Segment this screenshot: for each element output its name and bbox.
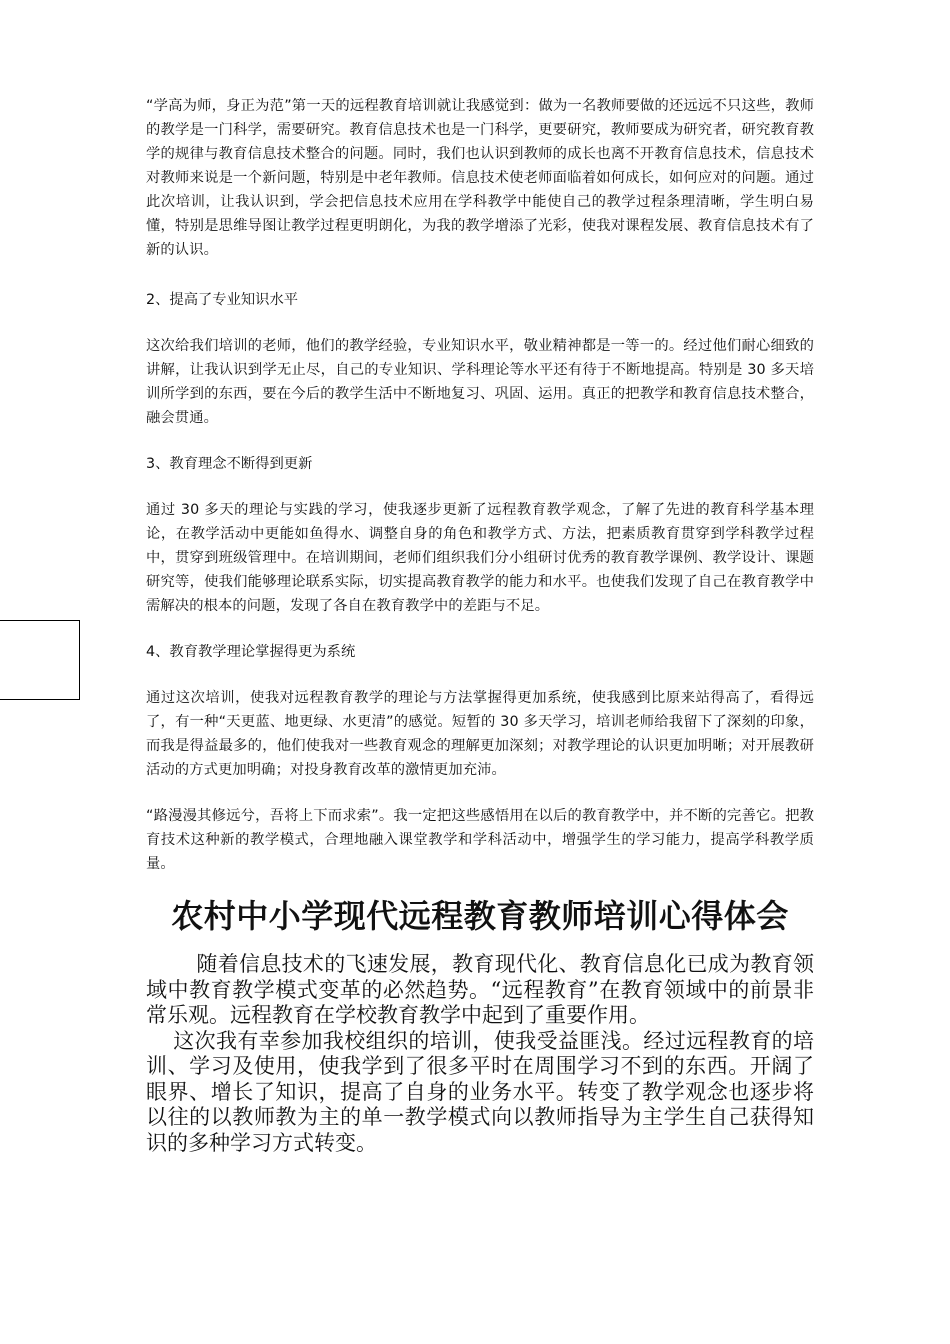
section-heading-2: 2、提高了专业知识水平 — [146, 292, 299, 308]
article-title: 农村中小学现代远程教育教师培训心得体会 — [171, 897, 789, 935]
section-heading-3: 3、教育理念不断得到更新 — [146, 456, 313, 472]
section-heading-4: 4、教育教学理论掌握得更为系统 — [146, 644, 356, 660]
paragraph-section-4: 通过这次培训，使我对远程教育教学的理论与方法掌握得更加系统，使我感到比原来站得高了，看得远了，有一种“天更蓝、地更绿、水更清”的感觉。短暂的 30 多天学习，培训老师给我留下了深刻的印象，而我是得益最多的，他们使我对一些教育观念的理解更加深刻；对教学理论的认识更加明晰；对开展教研活动的方式更加明确；对投身教育改革的激情更加充沛。 — [146, 690, 814, 778]
paragraph-closing: “路漫漫其修远兮，吾将上下而求索”。我一定把这些感悟用在以后的教育教学中，并不断的完善它。把教育技术这种新的教学模式，合理地融入课堂教学和学科活动中，增强学生的学习能力，提高学科教学质量。 — [146, 808, 814, 872]
paragraph-section-3: 通过 30 多天的理论与实践的学习，使我逐步更新了远程教育教学观念，了解了先进的教育科学基本理论，在教学活动中更能如鱼得水、调整自身的角色和教学方式、方法，把素质教育贯穿到学科教学过程中，贯穿到班级管理中。在培训期间，老师们组织我们分小组研讨优秀的教育教学课例、教学设计、课题研究等，使我们能够理论联系实际，切实提高教育教学的能力和水平。也使我们发现了自己在教育教学中需解决的根本的问题，发现了各自在教育教学中的差距与不足。 — [146, 502, 814, 614]
paragraph-intro: “学高为师，身正为范”第一天的远程教育培训就让我感觉到：做为一名教师要做的还远远不只这些，教师的教学是一门科学，需要研究。教育信息技术也是一门科学，更要研究，教师要成为研究者，研究教育教学的规律与教育信息技术整合的问题。同时，我们也认识到教师的成长也离不开教育信息技术，信息技术对教师来说是一个新问题，特别是中老年教师。信息技术使老师面临着如何成长，如何应对的问题。通过此次培训，让我认识到，学会把信息技术应用在学科教学中能使自己的教学过程条理清晰，学生明白易懂，特别是思维导图让教学过程更明朗化，为我的教学增添了光彩，使我对课程发展、教育信息技术有了新的认识。 — [146, 98, 814, 258]
paragraph-section-2: 这次给我们培训的老师，他们的教学经验，专业知识水平，敬业精神都是一等一的。经过他们耐心细致的讲解，让我认识到学无止尽，自己的专业知识、学科理论等水平还有待于不断地提高。特别是 30 多天培训所学到的东西，要在今后的教学生活中不断地复习、巩固、运用。真正的把教学和教育信息技术整合，融会贯通。 — [146, 338, 814, 426]
article-paragraph-1: 随着信息技术的飞速发展，教育现代化、教育信息化已成为教育领域中教育教学模式变革的必然趋势。“远程教育”在教育领域中的前景非常乐观。远程教育在学校教育教学中起到了重要作用。 — [146, 952, 814, 1027]
article-paragraph-2: 这次我有幸参加我校组织的培训，使我受益匪浅。经过远程教育的培训、学习及使用，使我学到了很多平时在周围学习不到的东西。开阔了眼界、增长了知识，提高了自身的业务水平。转变了教学观念也逐步将以往的以教师教为主的单一教学模式向以教师指导为主学生自己获得知识的多种学习方式转变。 — [146, 1028, 814, 1155]
margin-box — [0, 620, 80, 700]
document-body — [146, 94, 814, 1156]
